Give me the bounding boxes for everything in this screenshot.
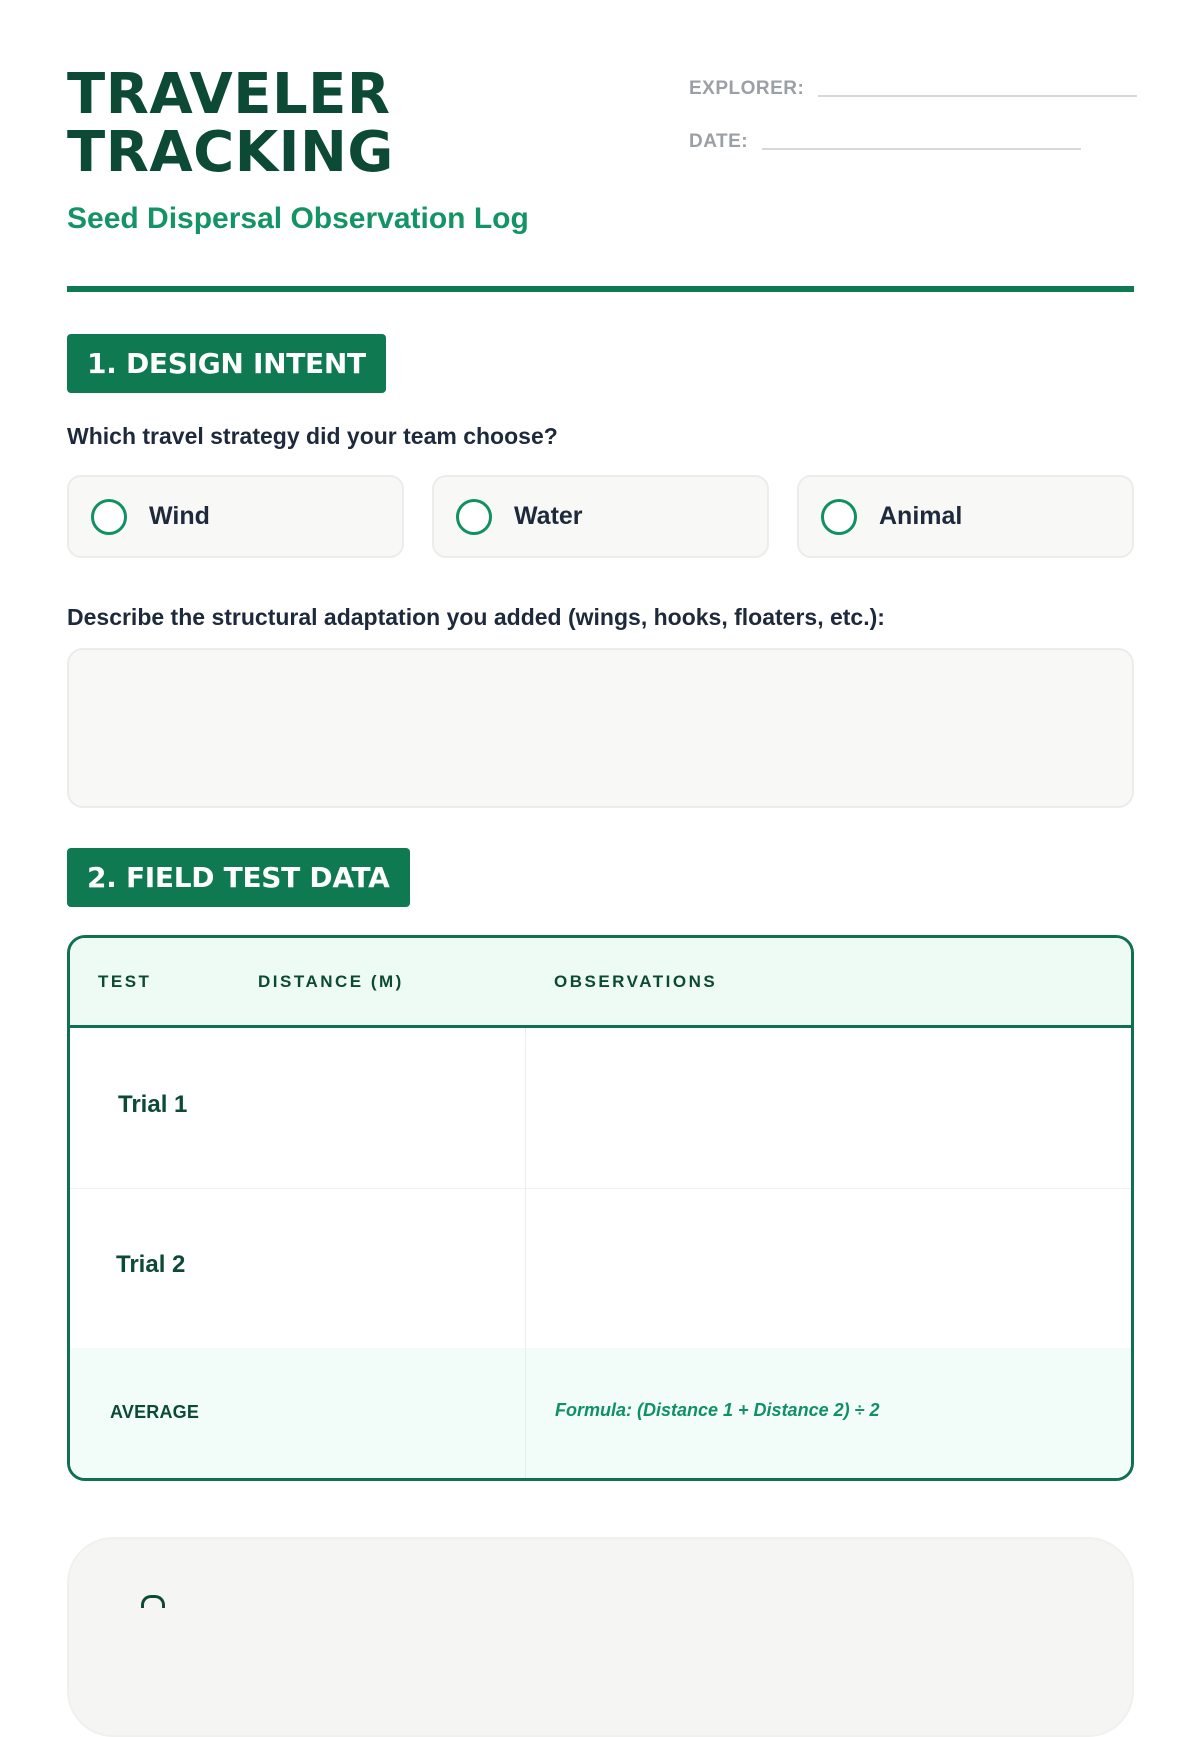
option-animal-label: Animal — [879, 502, 963, 530]
column-header-observations: OBSERVATIONS — [554, 972, 718, 991]
table-row — [70, 1028, 1131, 1189]
title-line-2: TRACKING — [67, 120, 394, 185]
radio-animal[interactable] — [821, 499, 857, 535]
explorer-field[interactable] — [818, 94, 1137, 97]
adaptation-question: Describe the structural adaptation you added (wings, hooks, floaters, etc.): — [67, 604, 885, 630]
radio-wind[interactable] — [91, 499, 127, 535]
column-header-distance: DISTANCE (M) — [258, 972, 404, 991]
option-animal[interactable] — [797, 475, 1134, 558]
trial-2-distance-input[interactable] — [255, 1228, 509, 1310]
meta-fields — [689, 70, 1134, 176]
field-test-table — [67, 935, 1134, 1481]
strategy-options — [67, 475, 1134, 558]
trial-2-observations-input[interactable] — [540, 1208, 1114, 1332]
explorer-label: EXPLORER: — [689, 78, 805, 99]
next-section-card — [67, 1537, 1134, 1737]
adaptation-textarea[interactable] — [67, 648, 1134, 808]
date-label: DATE: — [689, 131, 749, 152]
option-wind-label: Wind — [149, 502, 210, 530]
trial-2-label: Trial 2 — [116, 1251, 186, 1278]
trial-1-distance-input[interactable] — [255, 1068, 509, 1150]
average-formula: Formula: (Distance 1 + Distance 2) ÷ 2 — [555, 1400, 880, 1420]
explorer-row — [689, 70, 1134, 100]
average-distance-input[interactable] — [255, 1374, 509, 1456]
average-row — [70, 1348, 1131, 1481]
table-header — [70, 938, 1131, 1028]
card-content-peek — [141, 1595, 165, 1608]
radio-water[interactable] — [456, 499, 492, 535]
title-line-1: TRAVELER — [67, 62, 391, 127]
date-field[interactable] — [762, 147, 1081, 150]
page-title — [67, 62, 394, 185]
option-wind[interactable] — [67, 475, 404, 558]
section-1-title: 1. DESIGN INTENT — [67, 334, 386, 393]
page-subtitle: Seed Dispersal Observation Log — [67, 202, 529, 235]
column-divider — [525, 1028, 526, 1481]
option-water[interactable] — [432, 475, 769, 558]
column-header-test: TEST — [98, 972, 152, 991]
date-row — [689, 123, 1134, 153]
option-water-label: Water — [514, 502, 583, 530]
trial-1-label: Trial 1 — [118, 1091, 188, 1118]
trial-1-observations-input[interactable] — [540, 1048, 1114, 1172]
average-label: AVERAGE — [110, 1402, 200, 1422]
header-divider — [67, 286, 1134, 292]
section-2-title: 2. FIELD TEST DATA — [67, 848, 410, 907]
strategy-question: Which travel strategy did your team choose? — [67, 423, 558, 449]
table-row — [70, 1188, 1131, 1349]
